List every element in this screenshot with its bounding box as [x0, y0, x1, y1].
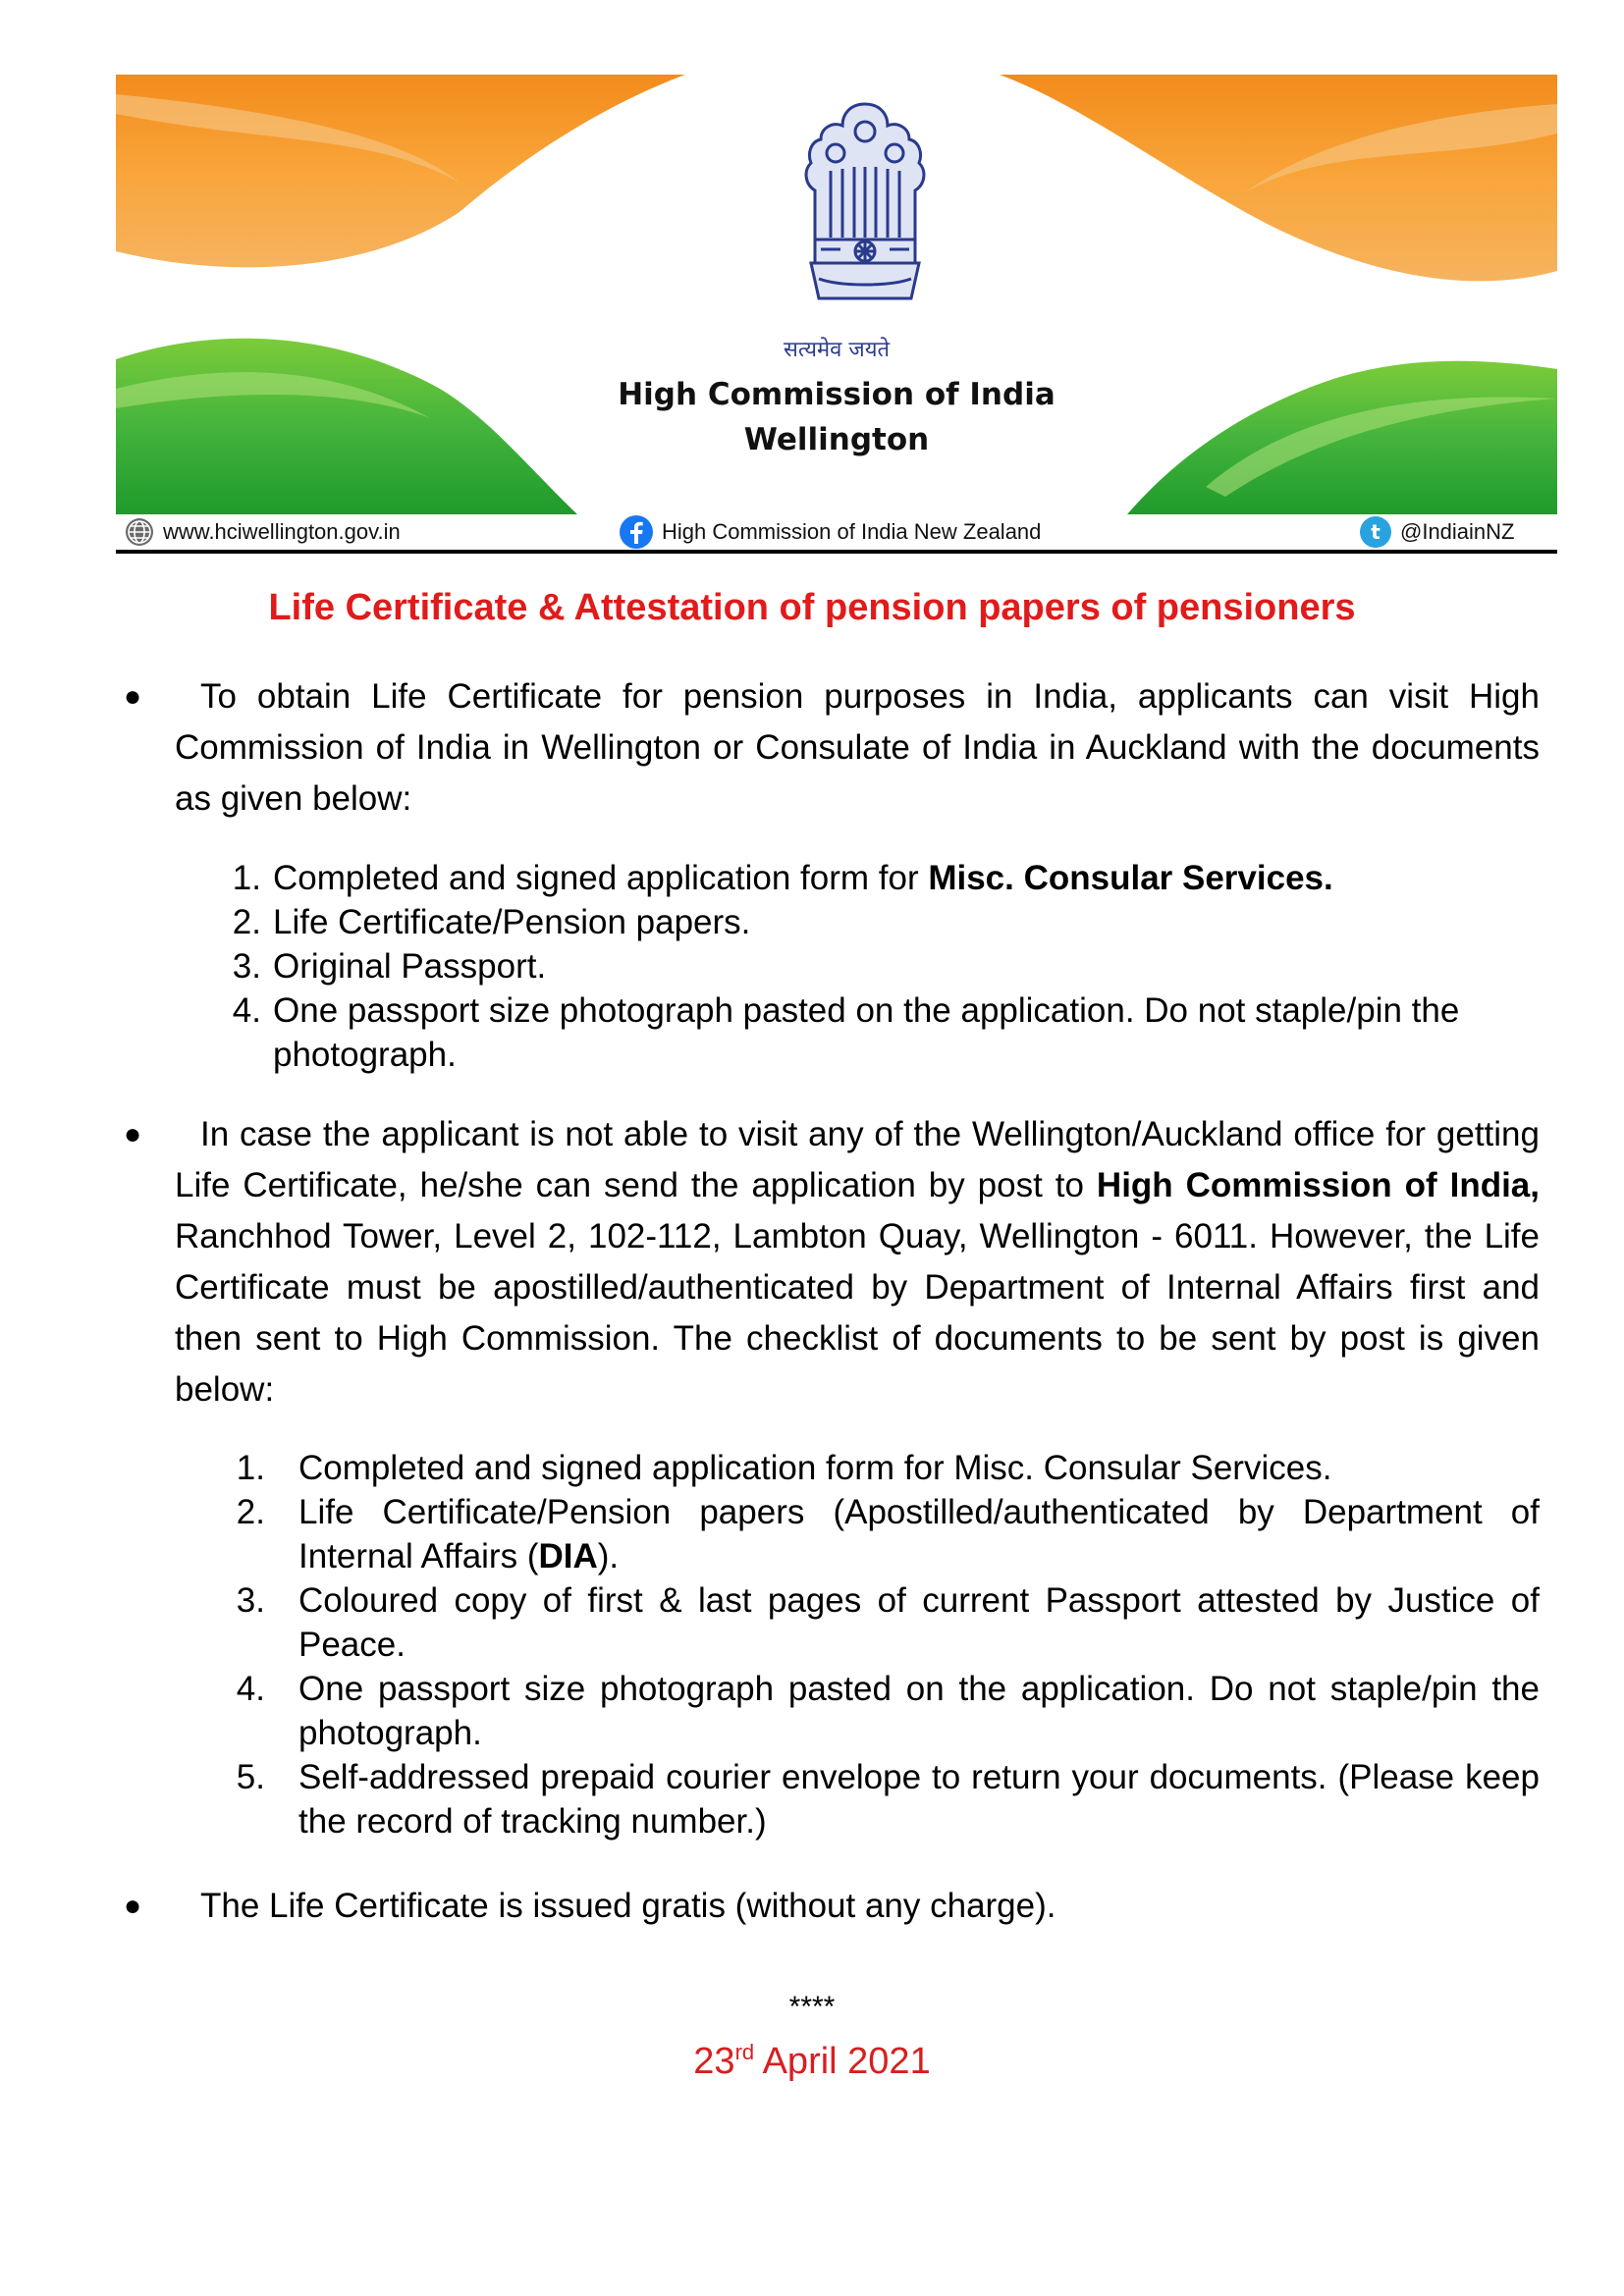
list-number: 1.	[236, 1449, 265, 1487]
date-suffix: rd	[734, 2040, 755, 2064]
section2-paragraph	[175, 1109, 1540, 1415]
section2-list	[218, 1446, 1540, 1843]
document-title: Life Certificate & Attestation of pension papers of pensioners	[268, 587, 1356, 628]
section2-org-name: High Commission of India,	[1096, 1166, 1540, 1204]
facebook-contact[interactable]	[619, 514, 1041, 550]
facebook-link[interactable]: High Commission of India New Zealand	[662, 519, 1042, 544]
list-text: Self-addressed prepaid courier envelope to return your documents. (Please keep the record of tracking number.)	[298, 1758, 1540, 1841]
list-item	[218, 1490, 1540, 1578]
emblem-motto: सत्यमेव जयते	[783, 338, 891, 362]
list-number: 2.	[232, 903, 261, 941]
national-emblem-icon	[782, 92, 948, 357]
list-number: 2.	[236, 1493, 265, 1531]
section2-text-pre: In case the applicant is not able to visit any of the Wellington/Auckland office for getting Life Certificate, he/she can send the application by post to	[175, 1115, 1540, 1204]
website-contact[interactable]	[124, 514, 401, 550]
list-item	[218, 1446, 1540, 1490]
svg-text:t: t	[1371, 520, 1380, 544]
facebook-icon	[619, 514, 654, 550]
list-item	[218, 1755, 1540, 1843]
list-item	[218, 988, 1540, 1077]
twitter-contact[interactable]	[1359, 514, 1515, 550]
list-text	[261, 856, 1540, 900]
org-city: Wellington	[743, 422, 930, 457]
header-banner	[116, 75, 1557, 514]
bullet-icon: ●	[124, 680, 142, 713]
date-rest: April 2021	[754, 2041, 931, 2082]
bullet-icon: ●	[124, 1118, 142, 1150]
list-item	[218, 944, 1540, 988]
list-text: Original Passport.	[273, 947, 547, 986]
list-number: 5.	[236, 1758, 265, 1796]
list-number: 3.	[232, 947, 261, 986]
section1-paragraph: To obtain Life Certificate for pension purposes in India, applicants can visit High Commission of India in Wellington or Consulate of India in Auckland with the documents as given below:	[175, 677, 1540, 818]
twitter-handle[interactable]: @IndiainNZ	[1400, 519, 1515, 544]
bullet-icon: ●	[124, 1890, 142, 1922]
list-number: 4.	[232, 991, 261, 1030]
issue-date	[0, 2040, 1624, 2083]
org-name: High Commission of India	[618, 377, 1056, 412]
list-text-pre: Life Certificate/Pension papers (Apostilled/authenticated by Department of Internal Affairs (	[298, 1493, 1540, 1575]
list-item	[218, 856, 1540, 900]
list-text: One passport size photograph pasted on the application. Do not staple/pin the photograph.	[298, 1670, 1540, 1752]
misc-consular-services-text: Misc. Consular Services.	[928, 859, 1333, 897]
list-text: Life Certificate/Pension papers.	[273, 903, 751, 941]
header-divider	[116, 550, 1557, 554]
list-item	[218, 1578, 1540, 1667]
contact-bar	[116, 514, 1557, 550]
date-day: 23	[693, 2041, 735, 2082]
section1-list	[218, 856, 1540, 1077]
section3-paragraph: The Life Certificate is issued gratis (without any charge).	[200, 1887, 1056, 1925]
list-text: Completed and signed application form for Misc. Consular Services.	[298, 1449, 1332, 1487]
list-text-pre: Completed and signed application form for	[273, 859, 929, 897]
separator-stars: ****	[788, 1991, 836, 2023]
section2-text-post: Ranchhod Tower, Level 2, 102-112, Lambton Quay, Wellington - 6011. However, the Life Certificate must be apostilled/authenticated by Department of Internal Affairs first and then sent to High Commission. The checklist of documents to be sent by post is given below:	[175, 1217, 1540, 1409]
list-text-post: ).	[597, 1537, 620, 1575]
globe-icon	[124, 516, 155, 548]
list-text: Coloured copy of first & last pages of current Passport attested by Justice of Peace.	[298, 1581, 1540, 1664]
list-item	[218, 1667, 1540, 1755]
list-number: 1.	[232, 859, 261, 897]
twitter-icon	[1359, 515, 1392, 549]
list-item	[218, 900, 1540, 944]
list-text: One passport size photograph pasted on the application. Do not staple/pin the photograph.	[273, 991, 1460, 1074]
list-number: 3.	[236, 1581, 265, 1620]
list-number: 4.	[236, 1670, 265, 1708]
list-text	[265, 1490, 1540, 1578]
website-link[interactable]: www.hciwellington.gov.in	[163, 519, 401, 544]
dia-text: DIA	[538, 1537, 598, 1575]
